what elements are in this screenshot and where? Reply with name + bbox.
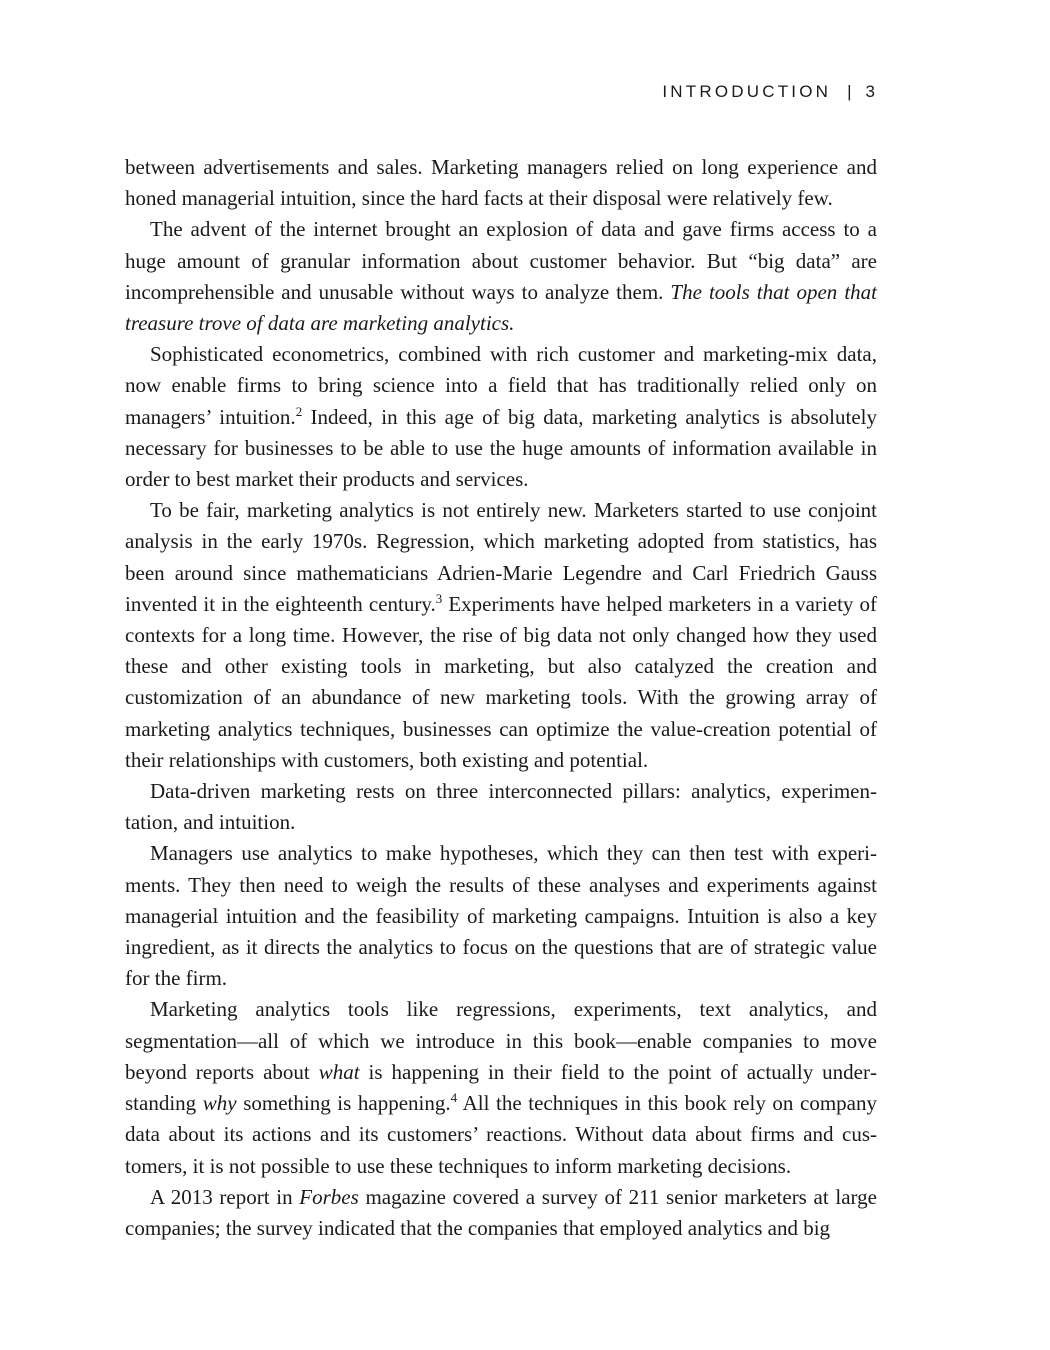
italic-emphasis: what [318, 1059, 360, 1084]
paragraph-7 [125, 994, 877, 1181]
footnote-ref: 4 [450, 1090, 458, 1106]
paragraph-text: Data-driven marketing rests on three interconnected pillars: analytics, experimentation, and intuition. [125, 779, 877, 835]
footnote-ref: 3 [435, 590, 443, 606]
paragraph-text: The advent of the internet brought an explosion of data and gave firms access to a huge amount of granular information about customer behavior. But “big data” are incomprehensible and unusable without ways to analyze them. [125, 217, 877, 304]
paragraph-text: something is happening. [236, 1091, 451, 1116]
paragraph-8 [125, 1182, 877, 1244]
italic-emphasis: why [202, 1091, 237, 1116]
paragraph-text: Marketing analytics tools like regressions, experiments, text analytics, and segmentation—all of which we introduce in this book—enable companies to move beyond reports about [125, 997, 877, 1084]
running-head [662, 82, 875, 102]
paragraph-text: is happening in their field to the point of actually understanding [125, 1059, 877, 1116]
page-number: 3 [865, 82, 875, 101]
paragraph-5 [125, 776, 877, 838]
paragraph-3 [125, 339, 877, 495]
header-separator: | [847, 82, 852, 101]
paragraph-2 [125, 214, 877, 339]
body-text [125, 152, 877, 1244]
paragraph-text: Sophisticated econometrics, combined with rich customer and marketing-mix data, now enable firms to bring science into a field that has traditionally relied only on managers’ intuition. [125, 342, 877, 429]
paragraph-1 [125, 152, 877, 214]
italic-emphasis: The tools that open that treasure trove of data are marketing analytics. [125, 279, 877, 336]
paragraph-text: To be fair, marketing analytics is not entirely new. Marketers started to use conjoint analysis in the early 1970s. Regression, which marketing adopted from statistics, has been around since mathematicians Adrien-Marie Legendre and Carl Friedrich Gauss invented it in the eighteenth century. [125, 498, 877, 616]
paragraph-text: magazine covered a survey of 211 senior marketers at large companies; the survey indicated that the companies that employed analytics and big [125, 1184, 877, 1240]
paragraph-4 [125, 495, 877, 776]
paragraph-text: All the techniques in this book rely on company data about its actions and its customers’ reactions. Without data about firms and customers, it is not possible to use these techniques to inform marketing decisions. [125, 1091, 877, 1178]
paragraph-6 [125, 838, 877, 994]
paragraph-text: A 2013 report in [150, 1184, 300, 1209]
section-title: INTRODUCTION [662, 82, 832, 101]
italic-publication-title: Forbes [299, 1184, 359, 1209]
paragraph-text: between advertisements and sales. Marketing managers relied on long experience and honed managerial intuition, since the hard facts at their disposal were relatively few. [125, 155, 877, 211]
footnote-ref: 2 [295, 403, 303, 419]
paragraph-text: Experiments have helped marketers in a variety of contexts for a long time. However, the rise of big data not only changed how they used these and other existing tools in marketing, but also catalyzed the creation and customization of an abundance of new marketing tools. With the growing array of marketing analytics techniques, businesses can optimize the value-creation potential of their relationships with customers, both existing and potential. [125, 591, 878, 772]
paragraph-text: Indeed, in this age of big data, marketing analytics is absolutely necessary for businesses to be able to use the huge amounts of information available in order to best market their products and services. [125, 404, 877, 492]
paragraph-text: Managers use analytics to make hypotheses, which they can then test with experiments. They then need to weigh the results of these analyses and experiments against managerial intuition and the feasibility of marketing campaigns. Intuition is also a key ingredient, as it directs the analytics to focus on the questions that are of strategic value for the firm. [125, 841, 877, 991]
